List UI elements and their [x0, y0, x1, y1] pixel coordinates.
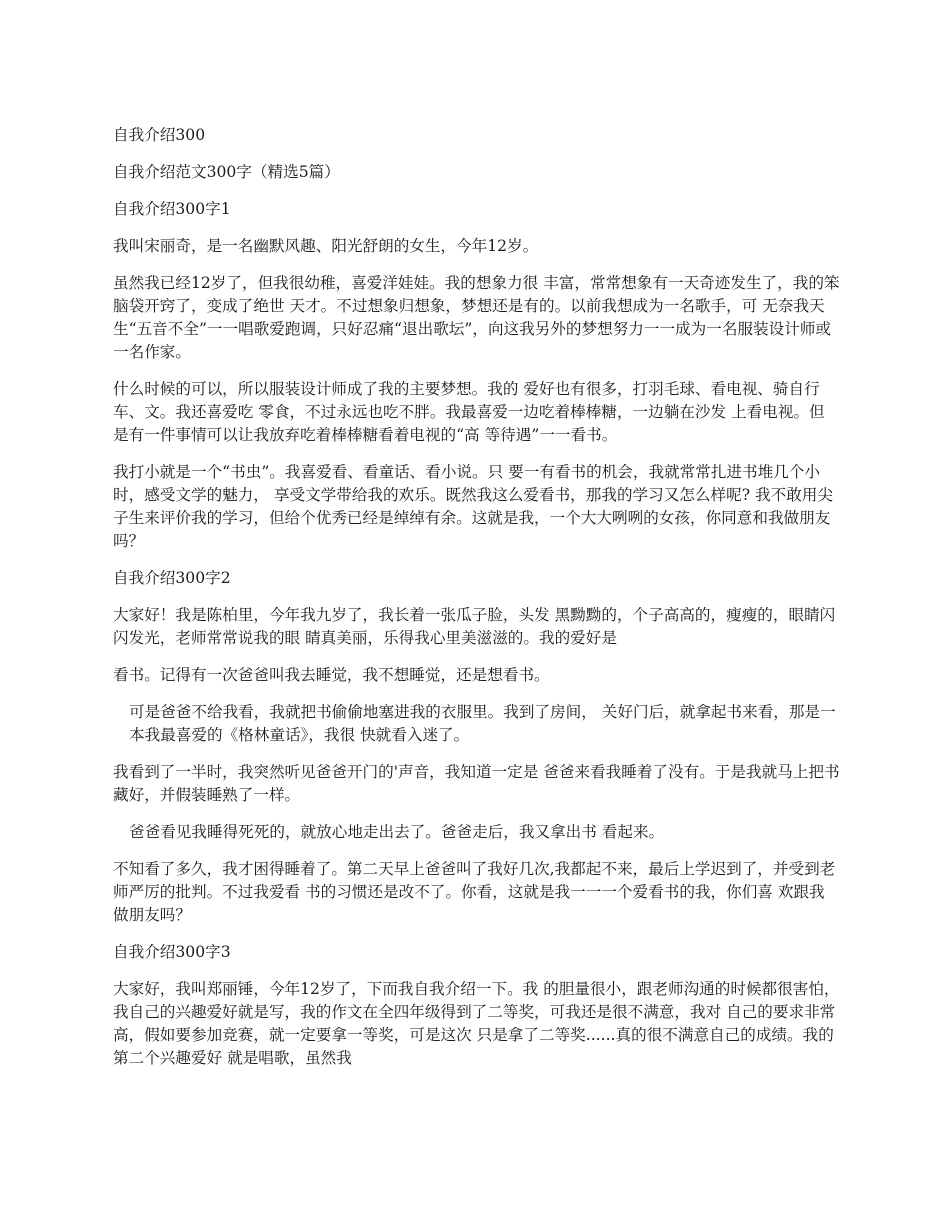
paragraph: 看书。记得有一次爸爸叫我去睡觉，我不想睡觉，还是想看书。: [113, 666, 550, 684]
document-page: [113, 124, 840, 1084]
paragraph: 大家好！我是陈柏里，今年我九岁了，我长着一张瓜子脸，头发 黑黝黝的，个子高高的，瘦瘦的，眼睛闪闪发光，老师常常说我的眼 睛真美丽，乐得我心里美滋滋的。我的爱好是: [113, 606, 836, 647]
paragraph: 大家好，我叫郑丽锤，今年12岁了，下而我自我介绍一下。我 的胆量很小，跟老师沟通的时候都很害怕，我自己的兴趣爱好就是写，我的作文在全四年级得到了二等奖，可我还是很不满意，我对 自己的要求非常高，假如要参加竞赛，就一定要拿一等奖，可是这次 只是拿了二等奖......真的很不满意自己的成绩。我的第二个兴趣爱好 就是唱歌，虽然我: [113, 980, 840, 1067]
section-heading-2: 自我介绍300字2: [113, 569, 231, 587]
paragraph: 我看到了一半时，我突然听见爸爸开门的'声音，我知道一定是 爸爸来看我睡着了没有。于是我就马上把书藏好，并假装睡熟了一样。: [113, 763, 840, 804]
paragraph: 什么时候的可以，所以服装设计师成了我的主要梦想。我的 爱好也有很多，打羽毛球、看电视、骑自行车、文。我还喜爱吃 零食，不过永远也吃不胖。我最喜爱一边吃着棒棒糖，一边躺在沙发 上看电视。但是有一件事情可以让我放弃吃着棒棒糖看着电视的“高 等待遇”一一看书。: [113, 380, 825, 444]
section-heading-1: 自我介绍300字1: [113, 200, 231, 218]
paragraph: 我叫宋丽奇，是一名幽默风趣、阳光舒朗的女生，今年12岁。: [113, 237, 539, 255]
section-heading-3: 自我介绍300字3: [113, 943, 231, 961]
paragraph: 虽然我已经12岁了，但我很幼稚，喜爱洋娃娃。我的想象力很 丰富，常常想象有一天奇迹发生了，我的笨脑袋开窍了，变成了绝世 天才。不过想象归想象，梦想还是有的。以前我想成为一名歌手，可 无奈我天生“五音不全”一一唱歌爱跑调，只好忍痛“退出歌坛”，向这我另外的梦想努力一一成为一名服装设计师或一名作家。: [113, 274, 840, 361]
paragraph: 不知看了多久，我才困得睡着了。第二天早上爸爸叫了我好几次,我都起不来，最后上学迟到了，并受到老师严厉的批判。不过我爱看 书的习惯还是改不了。你看，这就是我一一一个爱看书的我，你们喜 欢跟我做朋友吗？: [113, 860, 836, 924]
document-title: 自我介绍300: [113, 126, 206, 144]
document-subtitle: 自我介绍范文300字（精选5篇）: [113, 163, 340, 181]
paragraph: 我打小就是一个“书虫”。我喜爱看、看童话、看小说。只 要一有看书的机会，我就常常扎进书堆几个小时，感受文学的魅力， 享受文学带给我的欢乐。既然我这么爱看书，那我的学习又怎么样呢? 我不敢用尖子生来评价我的学习，但给个优秀已经是绰绰有余。这就是我，一个大大咧咧的女孩，你同意和我做朋友吗？: [113, 463, 833, 550]
paragraph: 爸爸看见我睡得死死的，就放心地走出去了。爸爸走后，我又拿出书 看起来。: [129, 823, 665, 841]
paragraph: 可是爸爸不给我看，我就把书偷偷地塞进我的衣服里。我到了房间， 关好门后，就拿起书来看，那是一本我最喜爱的《格林童话》，我很 快就看入迷了。: [129, 703, 836, 744]
